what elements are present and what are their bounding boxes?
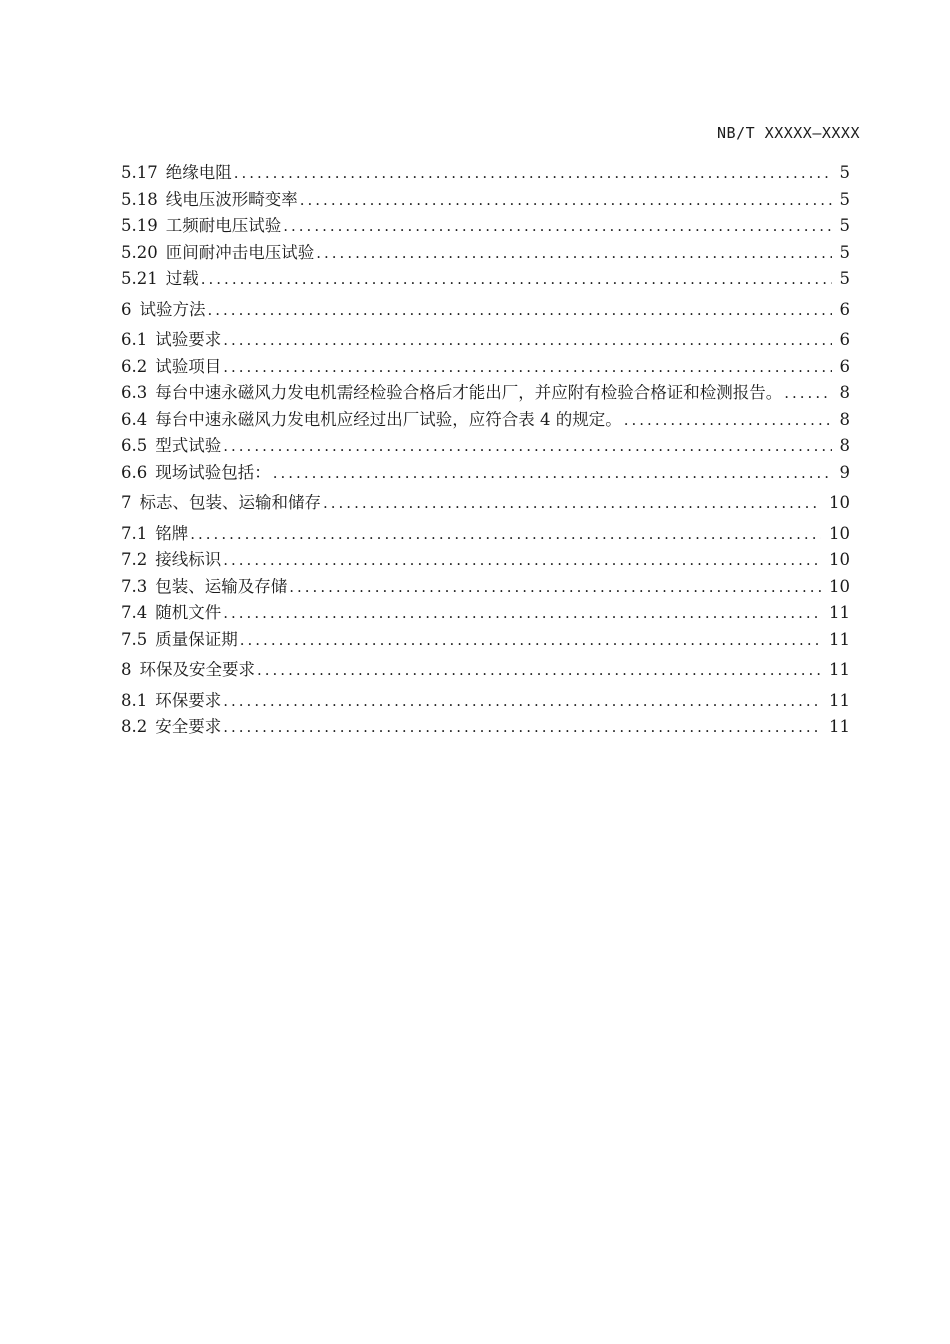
toc-entry-number: 5.20 [121, 242, 158, 262]
toc-entry-page: 6 [839, 330, 850, 349]
toc-entry-page: 11 [829, 690, 850, 710]
toc-leader-dots [223, 600, 821, 627]
toc-entry-number: 5.17 [121, 163, 158, 182]
toc-entry-title: 每台中速永磁风力发电机应经过出厂试验，应符合表 4 的规定。 [155, 409, 622, 429]
toc-entry-number: 6.5 [121, 436, 148, 455]
toc-entry[interactable] [121, 407, 850, 434]
toc-leader-dots [190, 521, 821, 548]
toc-leader-dots [240, 627, 821, 654]
toc-entry-number: 6.3 [121, 383, 148, 402]
toc-leader-dots [234, 160, 832, 187]
toc-entry-page: 6 [839, 299, 850, 319]
toc-entry-page: 11 [829, 629, 850, 649]
toc-entry-title: 每台中速永磁风力发电机需经检验合格后才能出厂，并应附有检验合格证和检测报告。 [155, 383, 783, 402]
toc-entry-number: 7.4 [121, 603, 148, 622]
toc-entry[interactable] [121, 213, 850, 240]
toc-entry[interactable] [121, 460, 850, 487]
toc-entry[interactable] [121, 297, 850, 324]
toc-entry-number: 7.1 [121, 523, 148, 543]
toc-entry-page: 8 [839, 383, 850, 402]
toc-leader-dots [223, 547, 821, 574]
toc-leader-dots [289, 574, 821, 601]
toc-entry-page: 8 [839, 436, 850, 455]
toc-entry[interactable] [121, 187, 850, 214]
toc-entry-title: 随机文件 [155, 603, 222, 622]
toc-entry-number: 6.6 [121, 462, 148, 482]
toc-entry-number: 6.4 [121, 409, 148, 429]
toc-entry-number: 5.18 [121, 189, 158, 209]
toc-entry-number: 6.2 [121, 356, 148, 376]
toc-leader-dots [273, 460, 832, 487]
toc-entry-title: 工频耐电压试验 [165, 216, 282, 235]
toc-entry-title: 铭牌 [155, 523, 189, 543]
toc-entry-page: 5 [839, 216, 850, 235]
toc-entry-title: 型式试验 [155, 436, 222, 455]
toc-leader-dots [300, 187, 832, 214]
toc-entry-title: 匝间耐冲击电压试验 [165, 242, 315, 262]
toc-entry-number: 8.2 [121, 717, 148, 736]
toc-entry-page: 5 [839, 242, 850, 262]
toc-entry-number: 6 [121, 299, 132, 319]
toc-entry[interactable] [121, 688, 850, 715]
toc-leader-dots [223, 354, 831, 381]
toc-entry-page: 5 [839, 163, 850, 182]
toc-leader-dots [323, 490, 821, 517]
toc-entry[interactable] [121, 160, 850, 187]
toc-entry-number: 6.1 [121, 330, 148, 349]
toc-entry-title: 绝缘电阻 [165, 163, 232, 182]
toc-entry-title: 包装、运输及存储 [155, 576, 288, 596]
toc-entry-title: 质量保证期 [155, 629, 238, 649]
toc-entry-title: 试验项目 [155, 356, 222, 376]
toc-entry-page: 9 [839, 462, 850, 482]
toc-entry-number: 7.5 [121, 629, 148, 649]
toc-entry[interactable] [121, 433, 850, 460]
toc-entry[interactable] [121, 547, 850, 574]
toc-entry[interactable] [121, 266, 850, 293]
toc-entry-number: 8.1 [121, 690, 148, 710]
toc-leader-dots [223, 327, 831, 354]
toc-leader-dots [316, 240, 831, 267]
toc-leader-dots [257, 657, 821, 684]
toc-entry-title: 试验方法 [139, 299, 206, 319]
toc-entry-number: 7.3 [121, 576, 148, 596]
toc-entry[interactable] [121, 490, 850, 517]
toc-entry[interactable] [121, 380, 850, 407]
toc-entry[interactable] [121, 627, 850, 654]
toc-leader-dots [201, 266, 832, 293]
toc-entry-page: 11 [829, 603, 850, 622]
toc-entry-page: 6 [839, 356, 850, 376]
table-of-contents [121, 160, 850, 741]
toc-leader-dots [223, 433, 831, 460]
toc-entry[interactable] [121, 574, 850, 601]
toc-entry[interactable] [121, 521, 850, 548]
toc-leader-dots [784, 380, 831, 407]
toc-entry-page: 8 [839, 409, 850, 429]
toc-leader-dots [624, 407, 832, 434]
toc-leader-dots [208, 297, 832, 324]
toc-entry-number: 7.2 [121, 550, 148, 569]
toc-entry[interactable] [121, 657, 850, 684]
toc-entry[interactable] [121, 714, 850, 741]
document-code: NB/T XXXXX—XXXX [717, 124, 860, 142]
toc-entry-title: 现场试验包括： [155, 462, 271, 482]
toc-entry[interactable] [121, 354, 850, 381]
toc-entry-number: 5.19 [121, 216, 158, 235]
toc-entry[interactable] [121, 600, 850, 627]
toc-entry-page: 11 [829, 717, 850, 736]
toc-entry-number: 8 [121, 660, 132, 679]
toc-entry-title: 线电压波形畸变率 [165, 189, 298, 209]
toc-entry-page: 10 [829, 523, 850, 543]
toc-entry-page: 5 [839, 269, 850, 288]
toc-entry-number: 7 [121, 493, 132, 512]
toc-entry[interactable] [121, 240, 850, 267]
toc-entry-title: 接线标识 [155, 550, 222, 569]
toc-entry[interactable] [121, 327, 850, 354]
toc-leader-dots [223, 688, 821, 715]
toc-entry-number: 5.21 [121, 269, 158, 288]
page-header [121, 124, 860, 142]
toc-entry-title: 安全要求 [155, 717, 222, 736]
toc-entry-title: 过载 [165, 269, 199, 288]
toc-leader-dots [223, 714, 821, 741]
toc-entry-page: 10 [829, 550, 850, 569]
toc-entry-page: 10 [829, 493, 850, 512]
toc-leader-dots [283, 213, 831, 240]
toc-entry-page: 11 [829, 660, 850, 679]
toc-entry-title: 环保及安全要求 [139, 660, 255, 679]
toc-entry-page: 5 [839, 189, 850, 209]
toc-entry-title: 环保要求 [155, 690, 222, 710]
toc-entry-title: 试验要求 [155, 330, 222, 349]
toc-entry-page: 10 [829, 576, 850, 596]
toc-entry-title: 标志、包装、运输和储存 [139, 493, 321, 512]
